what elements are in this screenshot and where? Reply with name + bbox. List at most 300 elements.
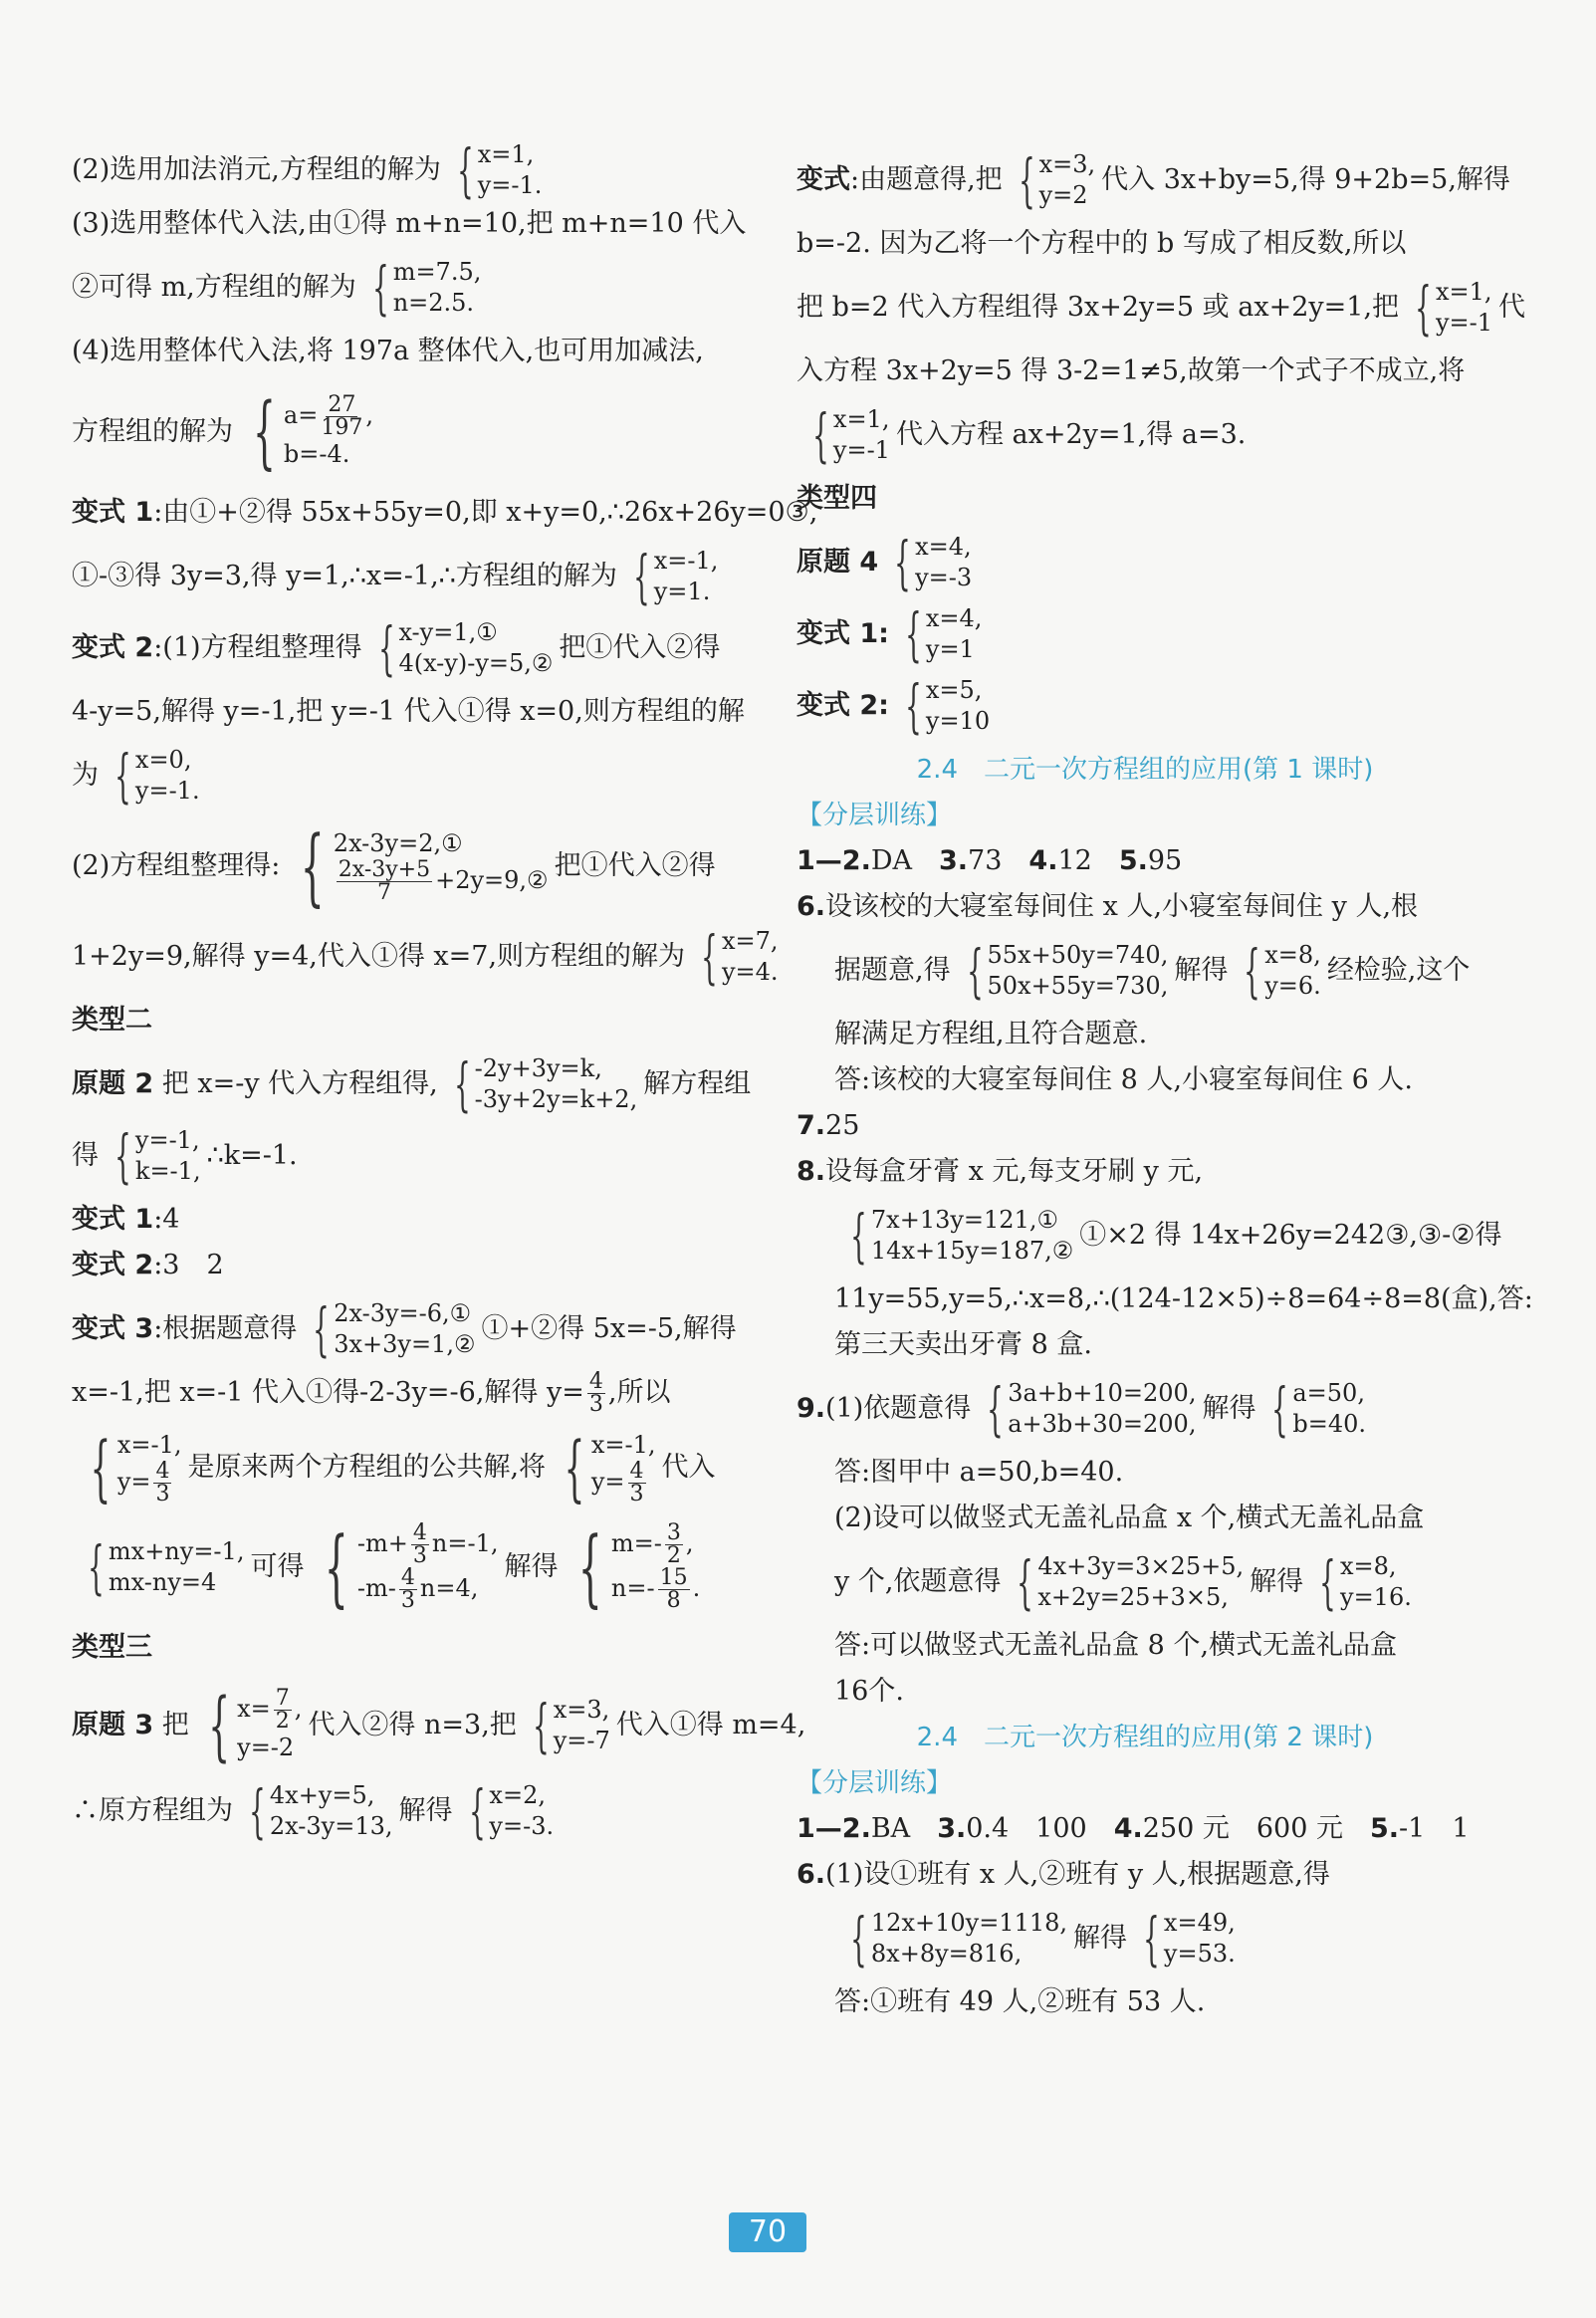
equation-system: { m=- $\frac{3}{2}$ , n=- $\frac{15}{8}$ . — [578, 1518, 701, 1616]
eq: 2x-3y=13, — [269, 1812, 393, 1840]
text: 4-y=5,解得 y=-1,把 y=-1 代入①得 x=0,则方程组的解 — [72, 696, 745, 727]
eq-part: n=-1, — [431, 1529, 499, 1557]
eq — [357, 1567, 499, 1612]
equation-system: { 4x+3y=3×25+5, x+2y=25+3×5, — [1017, 1548, 1245, 1616]
answer-line — [72, 201, 759, 247]
equation-system: { a= $\frac{27}{197}$ , b=-4. — [252, 385, 373, 478]
label: 4. — [1113, 1813, 1143, 1844]
answer-line — [797, 937, 1493, 1005]
eq: y=2 — [1038, 181, 1088, 209]
eq: y=-7 — [553, 1727, 610, 1754]
eq-part: , — [685, 1529, 694, 1557]
equation-system: { x=1, y=-1 — [812, 401, 890, 469]
text: :3 2 — [153, 1250, 224, 1280]
equation-system: { x=-1, y= $\frac{4}{3}$ — [90, 1426, 182, 1509]
answer-line — [797, 1905, 1493, 1972]
answer-line — [72, 1426, 759, 1509]
text: 16个. — [834, 1676, 904, 1707]
label: 原题 2 — [72, 1068, 154, 1099]
text: (2)方程组整理得: — [72, 850, 281, 881]
text: 答:①班有 49 人,②班有 53 人. — [834, 1986, 1206, 2017]
answer-line — [72, 1519, 759, 1615]
fraction — [587, 1368, 605, 1417]
eq — [237, 1688, 302, 1733]
numerator: 4 — [629, 1459, 644, 1484]
text: -1 1 — [1399, 1813, 1470, 1844]
label: 原题 4 — [797, 547, 879, 578]
numerator: 7 — [275, 1686, 290, 1711]
section-heading: 类型二 — [72, 1005, 152, 1036]
text: b=-2. 因为乙将一个方程中的 b 写成了相反数,所以 — [797, 228, 1407, 259]
label: 6. — [797, 891, 826, 922]
eq-part: m=- — [610, 1529, 662, 1557]
eq: 2x-3y=-6,① — [334, 1299, 472, 1327]
answer-line — [72, 1295, 759, 1363]
text: ,所以 — [607, 1377, 671, 1408]
equation-system: { x=3, y=2 — [1018, 146, 1096, 214]
answer-line — [72, 1122, 759, 1190]
eq: k=-1, — [134, 1157, 201, 1185]
equation-system: { x=-1, y=1. — [632, 543, 719, 610]
text: ∴k=-1. — [206, 1140, 298, 1171]
label: 变式 1 — [72, 1204, 154, 1235]
answer-line — [797, 672, 1493, 740]
fraction — [274, 1688, 292, 1733]
text: BA — [870, 1813, 938, 1844]
text: :4 — [153, 1204, 180, 1235]
denominator: 8 — [666, 1588, 681, 1613]
eq — [334, 859, 549, 904]
text: 把①代入②得 — [559, 632, 721, 663]
eq: mx+ny=-1, — [108, 1537, 245, 1565]
answer-line — [72, 543, 759, 610]
eq-part: . — [692, 1574, 701, 1602]
fraction — [658, 1567, 690, 1612]
eq: 3a+b+10=200, — [1008, 1379, 1197, 1407]
text: 答:图甲中 a=50,b=40. — [834, 1457, 1124, 1488]
text: 设每盒牙膏 x 元,每支牙刷 y 元, — [825, 1156, 1204, 1187]
label: 5. — [1118, 845, 1148, 876]
eq: y=-1. — [477, 171, 543, 199]
eq: x=2, — [489, 1781, 546, 1809]
label: 5. — [1370, 1813, 1400, 1844]
equation-system: { x=0, y=-1. — [114, 742, 200, 810]
text: 方程组的解为 — [72, 416, 233, 447]
text: x=-1,把 x=-1 代入①得-2-3y=-6,解得 y= — [72, 1377, 584, 1408]
text: (1)设①班有 x 人,②班有 y 人,根据题意,得 — [825, 1859, 1330, 1890]
equation-system: { 3a+b+10=200, a+3b+30=200, — [987, 1375, 1197, 1443]
text: 250 元 600 元 — [1142, 1813, 1370, 1844]
label: 4. — [1028, 845, 1058, 876]
text: 据题意,得 — [834, 955, 951, 986]
eq: 55x+50y=740, — [987, 941, 1169, 969]
answer-line — [72, 816, 759, 916]
numerator: 4 — [155, 1459, 170, 1484]
answer-line — [797, 1202, 1502, 1270]
label: 9. — [797, 1393, 826, 1424]
answer-line — [797, 274, 1525, 342]
equation-system: { x=2, y=-3. — [468, 1777, 555, 1845]
eq — [591, 1461, 656, 1506]
answer-line — [72, 689, 759, 735]
answer-line — [797, 838, 1493, 884]
answer-line — [797, 1548, 1493, 1616]
text: 解方程组 — [643, 1068, 752, 1099]
section-title: 2.4 二元一次方程组的应用(第 1 课时) — [916, 755, 1374, 785]
section-title: 2.4 二元一次方程组的应用(第 2 课时) — [916, 1723, 1374, 1752]
eq: x=1, — [477, 140, 535, 168]
eq: a+3b+30=200, — [1008, 1410, 1197, 1438]
answer-line — [797, 1496, 1493, 1541]
text: 把①代入②得 — [554, 850, 716, 881]
eq: -2y+3y=k, — [474, 1054, 602, 1082]
equation-system: { x=8, y=16. — [1319, 1548, 1412, 1616]
denominator: 3 — [588, 1391, 603, 1417]
eq: x=5, — [925, 676, 983, 704]
eq: y=16. — [1340, 1583, 1412, 1611]
eq: x=-1, — [653, 547, 719, 575]
equation-system: { 2x-3y=-6,① 3x+3y=1,② — [313, 1295, 476, 1363]
answer-line — [72, 384, 759, 480]
section-tag: 【分层训练】 — [797, 801, 953, 830]
fraction — [153, 1461, 171, 1506]
text: 代入②得 n=3,把 — [308, 1710, 517, 1740]
equation-system: { mx+ny=-1, mx-ny=4 — [88, 1533, 245, 1601]
eq: y=1. — [653, 578, 711, 605]
text: ①+②得 5x=-5,解得 — [481, 1313, 737, 1344]
label: 变式 — [797, 164, 850, 195]
equation-system: { x=49, y=53. — [1143, 1905, 1236, 1972]
eq: y=-1. — [134, 777, 200, 805]
text: 把 b=2 代入方程组得 3x+2y=5 或 ax+2y=1,把 — [797, 292, 1400, 323]
answer-line — [797, 401, 1493, 469]
text: 经检验,这个 — [1326, 955, 1471, 986]
eq: y=6. — [1264, 972, 1321, 1000]
eq: x=8, — [1264, 941, 1321, 969]
text: 解得 — [1250, 1566, 1304, 1597]
answer-line — [72, 1243, 759, 1288]
answer-line — [797, 1103, 1493, 1149]
text: 答:该校的大寝室每间住 8 人,小寝室每间住 6 人. — [834, 1064, 1413, 1095]
denominator: 197 — [321, 415, 363, 440]
answer-line — [797, 1322, 1493, 1368]
text: 代 — [1497, 292, 1525, 323]
answer-line — [72, 614, 759, 682]
text: 代入 3x+by=5,得 9+2b=5,解得 — [1101, 164, 1510, 195]
eq: x=1, — [1435, 278, 1492, 306]
eq — [611, 1522, 700, 1567]
text: DA — [870, 845, 939, 876]
answer-line — [797, 1450, 1493, 1496]
label: 6. — [797, 1859, 826, 1890]
answer-line — [72, 136, 759, 204]
label: 变式 2: — [797, 690, 889, 721]
eq: y=1 — [925, 635, 975, 663]
eq: y=-2 — [237, 1734, 295, 1761]
eq: y=-3. — [489, 1812, 555, 1840]
label: 1—2. — [797, 845, 871, 876]
answer-line — [797, 1057, 1493, 1103]
text: :(1)方程组整理得 — [153, 632, 362, 663]
numerator: 4 — [400, 1565, 415, 1590]
numerator: 2x-3y+5 — [338, 857, 431, 882]
equation-system: { 55x+50y=740, 50x+55y=730, — [966, 937, 1169, 1005]
eq: 50x+55y=730, — [987, 972, 1169, 1000]
text: (3)选用整体代入法,由①得 m+n=10,把 m+n=10 代入 — [72, 208, 747, 239]
answer-line — [797, 221, 1493, 267]
eq: a=50, — [1292, 1379, 1365, 1407]
text: 12 — [1057, 845, 1119, 876]
eq: x-y=1,① — [398, 618, 498, 646]
equation-system: { x-y=1,① 4(x-y)-y=5,② — [377, 614, 554, 682]
eq: y=-1 — [832, 436, 890, 464]
answer-line — [797, 1375, 1493, 1443]
label: 变式 2 — [72, 632, 154, 663]
section-heading: 类型四 — [797, 483, 877, 514]
text: 是原来两个方程组的公共解,将 — [187, 1452, 547, 1483]
eq: 7x+13y=121,① — [870, 1206, 1058, 1234]
answer-line — [797, 1149, 1493, 1195]
eq: x=3, — [1038, 150, 1096, 178]
equation-system: { x= $\frac{7}{2}$ , y=-2 — [208, 1681, 303, 1769]
answer-line — [72, 1197, 759, 1243]
eq: x=-1, — [116, 1431, 182, 1459]
text: 可得 — [250, 1551, 305, 1582]
answer-line — [72, 1777, 759, 1845]
equation-system: { 2x-3y=2,① $\frac{2x-3y+5}{7}$ +2y=9,② — [301, 817, 549, 915]
fraction — [411, 1522, 429, 1567]
numerator: 4 — [412, 1520, 427, 1545]
text: 25 — [825, 1110, 860, 1141]
label: 变式 1: — [797, 618, 889, 649]
text: 入方程 3x+2y=5 得 3-2=1≠5,故第一个式子不成立,将 — [797, 355, 1466, 386]
label: 变式 2 — [72, 1250, 154, 1280]
equation-system: { a=50, b=40. — [1271, 1375, 1366, 1443]
eq: x=8, — [1340, 1552, 1397, 1580]
eq: -3y+2y=k+2, — [474, 1085, 638, 1113]
eq: x=4, — [915, 533, 972, 561]
label: 原题 3 — [72, 1710, 154, 1740]
eq: y=4. — [721, 958, 779, 986]
left-column — [72, 136, 818, 1852]
text: :由①+②得 55x+55y=0,即 x+y=0,∴26x+26y=0③, — [153, 497, 818, 528]
equation-system: { x=8, y=6. — [1244, 937, 1321, 1005]
eq: b=-4. — [283, 440, 350, 468]
text: (2)选用加法消元,方程组的解为 — [72, 154, 441, 185]
text: ①-③得 3y=3,得 y=1,∴x=-1,∴方程组的解为 — [72, 561, 617, 591]
eq-part: , — [365, 401, 373, 429]
text: ①×2 得 14x+26y=242③,③-②得 — [1079, 1220, 1502, 1251]
section-heading: 类型三 — [72, 1632, 152, 1663]
text: 解得 — [398, 1795, 453, 1826]
equation-system: { x=7, y=4. — [701, 923, 779, 991]
eq: x+2y=25+3×5, — [1037, 1583, 1229, 1611]
label: 7. — [797, 1110, 826, 1141]
answer-line — [797, 600, 1493, 668]
answer-line — [797, 1276, 1533, 1322]
text: 把 x=-y 代入方程组得, — [161, 1068, 438, 1099]
answer-line — [72, 254, 759, 322]
eq — [284, 394, 373, 439]
answer-line — [797, 1979, 1493, 2025]
eq — [357, 1522, 499, 1567]
eq: x=0, — [134, 746, 192, 774]
answer-line — [72, 490, 818, 536]
label: 变式 3 — [72, 1313, 154, 1344]
text: 设该校的大寝室每间住 x 人,小寝室每间住 y 人,根 — [825, 891, 1419, 922]
denominator: 2 — [275, 1709, 290, 1734]
eq: n=2.5. — [392, 289, 475, 317]
equation-system: { y=-1, k=-1, — [114, 1122, 201, 1190]
denominator: 3 — [629, 1482, 644, 1507]
eq: y=53. — [1163, 1940, 1236, 1968]
answer-line — [797, 1669, 1493, 1715]
text: 答:可以做竖式无盖礼品盒 8 个,横式无盖礼品盒 — [834, 1630, 1398, 1661]
text: 0.4 100 — [966, 1813, 1114, 1844]
answer-line — [72, 923, 779, 991]
fraction — [628, 1461, 646, 1506]
text: 第三天卖出牙膏 8 盒. — [834, 1329, 1092, 1360]
eq: x=3, — [553, 1696, 610, 1724]
equation-system: { x=1, y=-1 — [1415, 274, 1492, 342]
numerator: 27 — [328, 392, 356, 417]
text: (1)依题意得 — [825, 1393, 972, 1424]
text: 解得 — [1202, 1393, 1256, 1424]
eq: x=-1, — [590, 1431, 656, 1459]
text: 把 — [161, 1710, 189, 1740]
eq-part: -m+ — [356, 1529, 408, 1557]
text: 得 — [72, 1140, 99, 1171]
eq: mx-ny=4 — [108, 1568, 217, 1596]
eq: 4x+3y=3×25+5, — [1037, 1552, 1245, 1580]
text: (4)选用整体代入法,将 197a 整体代入,也可用加减法, — [72, 336, 704, 366]
label: 1—2. — [797, 1813, 871, 1844]
text: 73 — [968, 845, 1029, 876]
right-column — [797, 139, 1533, 2025]
eq-part: n=4, — [419, 1574, 479, 1602]
text: y 个,依题意得 — [834, 1566, 1002, 1597]
equation-system: { 7x+13y=121,① 14x+15y=187,② — [850, 1202, 1074, 1270]
eq: x=49, — [1163, 1909, 1236, 1937]
equation-system: { -2y+3y=k, -3y+2y=k+2, — [453, 1050, 638, 1118]
eq-part: a= — [283, 401, 319, 429]
label: 变式 1 — [72, 497, 154, 528]
eq: x=1, — [832, 405, 890, 433]
answer-line — [797, 1012, 1493, 1057]
equation-system: { x=4, y=1 — [905, 600, 983, 668]
eq: 14x+15y=187,② — [870, 1237, 1074, 1265]
denominator: 3 — [412, 1543, 427, 1568]
eq: x=7, — [721, 927, 779, 955]
answer-line — [72, 1370, 759, 1416]
equation-system: { 12x+10y=1118, 8x+8y=816, — [850, 1905, 1068, 1972]
eq — [117, 1461, 182, 1506]
eq: y=-1 — [1435, 309, 1492, 337]
denominator: 3 — [155, 1482, 170, 1507]
equation-system: { 4x+y=5, 2x-3y=13, — [249, 1777, 393, 1845]
text: ∴原方程组为 — [72, 1795, 233, 1826]
text: 代入方程 ax+2y=1,得 a=3. — [895, 419, 1247, 450]
eq-part: +2y=9,② — [435, 866, 549, 894]
label: 8. — [797, 1156, 826, 1187]
eq-part: y= — [116, 1468, 151, 1496]
eq-part: , — [294, 1695, 303, 1723]
eq: 3x+3y=1,② — [334, 1330, 476, 1358]
numerator: 15 — [659, 1565, 688, 1590]
text: :由题意得,把 — [850, 164, 1003, 195]
text: 代入 — [661, 1452, 716, 1483]
equation-system: { -m+ $\frac{4}{3}$ n=-1, -m- $\frac{4}{3}$ n=4, — [325, 1518, 499, 1616]
eq: y=-3 — [915, 564, 973, 591]
eq-part: n=- — [610, 1574, 655, 1602]
answer-line — [72, 329, 759, 374]
answer-line — [797, 884, 1493, 930]
label: 3. — [939, 845, 969, 876]
eq-part: x= — [237, 1695, 271, 1723]
denominator: 2 — [666, 1543, 681, 1568]
eq: 8x+8y=816, — [870, 1940, 1023, 1968]
text: 11y=55,y=5,∴x=8,∴(124-12×5)÷8=64÷8=8(盒),答: — [834, 1283, 1533, 1314]
equation-system: { x=1, y=-1. — [456, 136, 543, 204]
eq — [611, 1567, 700, 1612]
answer-line — [72, 1050, 759, 1118]
denominator: 3 — [400, 1588, 415, 1613]
text: 解满足方程组,且符合题意. — [834, 1019, 1148, 1049]
answer-line — [72, 742, 759, 810]
eq: 2x-3y=2,① — [333, 829, 463, 857]
equation-system: { x=-1, y= $\frac{4}{3}$ — [564, 1426, 656, 1509]
answer-line — [797, 348, 1493, 394]
equation-system: { x=3, y=-7 — [532, 1692, 610, 1759]
eq-part: -m- — [356, 1574, 396, 1602]
numerator: 4 — [588, 1368, 603, 1394]
eq: 4x+y=5, — [269, 1781, 375, 1809]
text: 为 — [72, 760, 99, 791]
text: :根据题意得 — [153, 1313, 298, 1344]
answer-line — [797, 529, 1493, 596]
fraction — [399, 1567, 417, 1612]
eq: x=4, — [925, 604, 983, 632]
fraction — [337, 859, 432, 904]
eq: 12x+10y=1118, — [870, 1909, 1068, 1937]
fraction — [665, 1522, 683, 1567]
text: 代入①得 m=4, — [615, 1710, 806, 1740]
eq: y=-1, — [134, 1126, 200, 1154]
fraction — [321, 394, 362, 439]
text: ②可得 m,方程组的解为 — [72, 272, 356, 303]
equation-system: { x=5, y=10 — [905, 672, 991, 740]
eq: 4(x-y)-y=5,② — [398, 649, 554, 677]
text: (2)设可以做竖式无盖礼品盒 x 个,横式无盖礼品盒 — [834, 1503, 1425, 1533]
eq: m=7.5, — [392, 258, 482, 286]
answer-line — [72, 1681, 806, 1770]
numerator: 3 — [666, 1520, 681, 1545]
text: 95 — [1147, 845, 1183, 876]
text: 解得 — [1174, 955, 1229, 986]
answer-line — [797, 1806, 1493, 1852]
section-tag: 【分层训练】 — [797, 1768, 953, 1798]
answer-line — [797, 1623, 1493, 1669]
label: 3. — [937, 1813, 967, 1844]
answer-line — [797, 1852, 1493, 1898]
eq: b=40. — [1292, 1410, 1366, 1438]
eq-part: y= — [590, 1468, 625, 1496]
equation-system: { x=4, y=-3 — [894, 529, 973, 596]
answer-line — [797, 146, 1510, 214]
text: 解得 — [1073, 1923, 1128, 1954]
denominator: 7 — [376, 880, 391, 905]
text: 解得 — [504, 1551, 559, 1582]
